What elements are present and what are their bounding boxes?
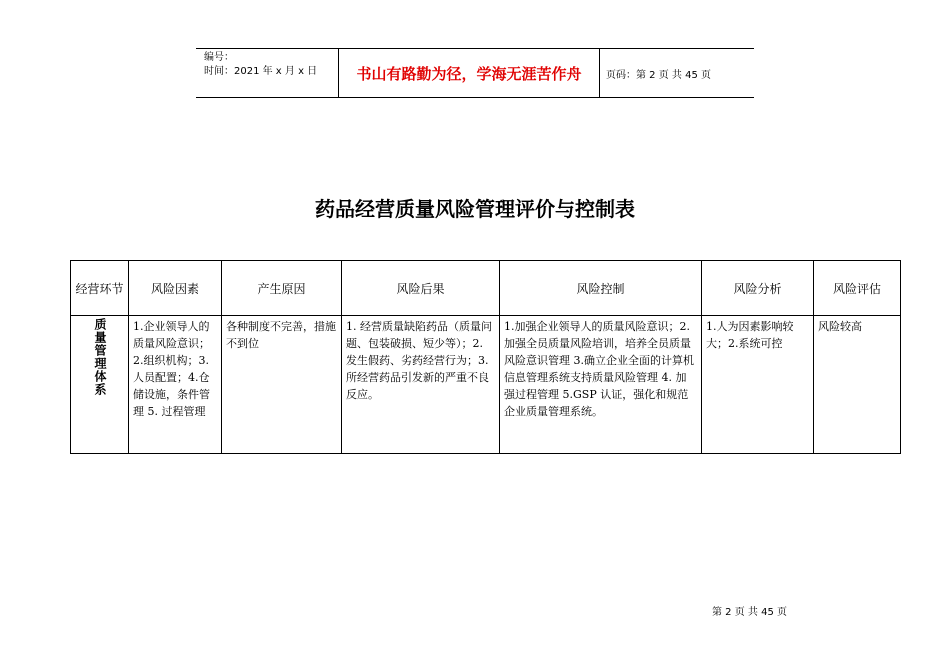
risk-table bbox=[70, 260, 901, 454]
cell-analysis: 1.人为因素影响较大；2.系统可控 bbox=[702, 316, 814, 454]
col-header-causes: 产生原因 bbox=[222, 261, 342, 316]
header-motto: 书山有路勤为径，学海无涯苦作舟 bbox=[338, 49, 600, 97]
cell-consequences: 1. 经营质量缺陷药品（质量问题、包装破损、短少等）；2. 发生假药、劣药经营行为；3. 所经营药品引发新的严重不良反应。 bbox=[342, 316, 500, 454]
page-footer: 第 2 页 共 45 页 bbox=[712, 607, 787, 618]
cell-control: 1.加强企业领导人的质量风险意识；2.加强全员质量风险培训，培养全员质量风险意识管理 3.确立企业全面的计算机信息管理系统支持质量风险管理 4. 加强过程管理 5.GSP 认证，强化和规范企业质量管理系统。 bbox=[500, 316, 702, 454]
cell-factors: 1.企业领导人的质量风险意识；2.组织机构；3.人员配置；4.仓储设施，条件管理 5. 过程管理 bbox=[129, 316, 222, 454]
cell-stage bbox=[71, 316, 129, 454]
table-row bbox=[71, 316, 901, 454]
col-header-consequences: 风险后果 bbox=[342, 261, 500, 316]
col-header-control: 风险控制 bbox=[500, 261, 702, 316]
table-header-row bbox=[71, 261, 901, 316]
header-page-label: 页码：第 2 页 共 45 页 bbox=[606, 69, 711, 81]
header-meta bbox=[196, 49, 336, 97]
document-title: 药品经营质量风险管理评价与控制表 bbox=[315, 197, 635, 221]
cell-causes: 各种制度不完善，措施不到位 bbox=[222, 316, 342, 454]
cell-assessment: 风险较高 bbox=[814, 316, 901, 454]
number-label: 编号： bbox=[204, 52, 234, 63]
col-header-factors: 风险因素 bbox=[129, 261, 222, 316]
stage-text: 质量管理体系 bbox=[93, 318, 107, 396]
time-label: 时间：2021 年 x 月 x 日 bbox=[204, 66, 318, 77]
page-header bbox=[196, 48, 754, 98]
col-header-analysis: 风险分析 bbox=[702, 261, 814, 316]
col-header-assessment: 风险评估 bbox=[814, 261, 901, 316]
col-header-stage: 经营环节 bbox=[71, 261, 129, 316]
